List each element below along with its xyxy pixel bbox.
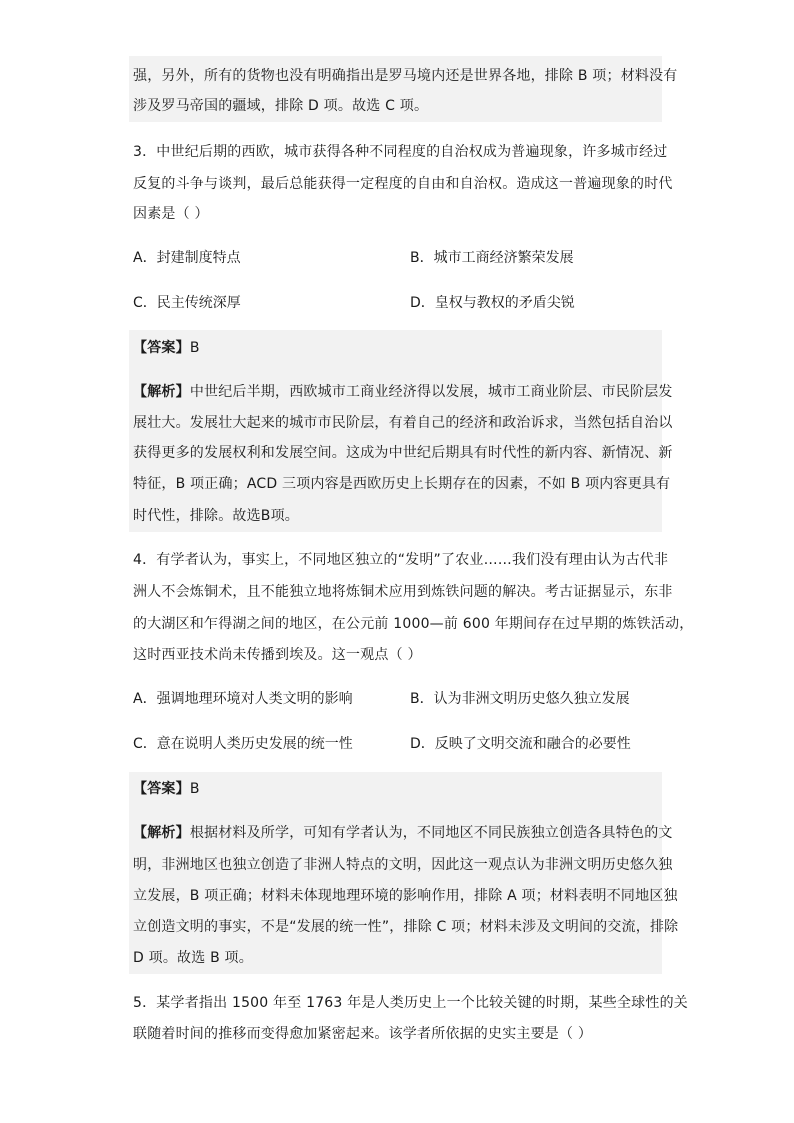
analysis-text: 根据材料及所学，可知有学者认为，不同地区不同民族独立创造各具特色的文	[189, 825, 673, 841]
question-4-stem-line: 这时西亚技术尚未传播到埃及。这一观点（ ）	[133, 647, 422, 663]
question-4-stem-line: 4．有学者认为，事实上，不同地区独立的“发明”了农业……我们没有理由认为古代非	[133, 552, 669, 568]
question-4-answer	[133, 779, 200, 799]
question-3-stem-line: 因素是（ ）	[133, 206, 209, 222]
question-4-analysis-line: D 项。故选 B 项。	[133, 950, 253, 966]
question-5-stem-line: 5．某学者指出 1500 年至 1763 年是人类历史上一个比较关键的时期，某些全球性的关	[133, 995, 688, 1011]
question-4-analysis-line	[133, 823, 673, 843]
question-3-option-b: B．城市工商经济繁荣发展	[410, 250, 574, 266]
question-3-analysis-line: 时代性，排除。故选B项。	[133, 508, 300, 524]
question-3-stem-line: 反复的斗争与谈判，最后总能获得一定程度的自由和自治权。造成这一普遍现象的时代	[133, 176, 673, 192]
previous-explanation-line: 强，另外，所有的货物也没有明确指出是罗马境内还是世界各地，排除 B 项；材料没有	[133, 68, 678, 84]
question-3-option-a: A．封建制度特点	[133, 250, 241, 266]
question-3-option-d: D．皇权与教权的矛盾尖锐	[410, 295, 575, 311]
question-4-stem-line: 的大湖区和乍得湖之间的地区，在公元前 1000—前 600 年期间存在过早期的炼铁活动，	[133, 616, 694, 632]
question-4-option-a: A．强调地理环境对人类文明的影响	[133, 691, 353, 707]
analysis-label: 【解析】	[133, 384, 190, 400]
question-3-option-c: C．民主传统深厚	[133, 295, 241, 311]
question-4-option-b: B．认为非洲文明历史悠久独立发展	[410, 691, 630, 707]
question-4-option-c: C．意在说明人类历史发展的统一性	[133, 736, 353, 752]
answer-value: B	[189, 340, 200, 356]
question-5-stem-line: 联随着时间的推移而变得愈加紧密起来。该学者所依据的史实主要是（ ）	[133, 1026, 593, 1042]
question-3-stem-line: 3．中世纪后期的西欧，城市获得各种不同程度的自治权成为普遍现象，许多城市经过	[133, 144, 668, 160]
question-3-analysis-line: 展壮大。发展壮大起来的城市市民阶层，有着自己的经济和政治诉求，当然包括自治以	[133, 415, 673, 431]
question-3-analysis-line	[133, 382, 673, 402]
answer-label: 【答案】	[133, 781, 190, 797]
question-4-stem-line: 洲人不会炼铜术，且不能独立地将炼铜术应用到炼铁问题的解决。考古证据显示，东非	[133, 584, 673, 600]
answer-value: B	[189, 781, 200, 797]
analysis-text: 中世纪后半期，西欧城市工商业经济得以发展，城市工商业阶层、市民阶层发	[189, 384, 673, 400]
question-4-option-d: D．反映了文明交流和融合的必要性	[410, 736, 631, 752]
answer-label: 【答案】	[133, 340, 190, 356]
previous-explanation-line: 涉及罗马帝国的疆域，排除 D 项。故选 C 项。	[133, 98, 429, 114]
analysis-label: 【解析】	[133, 825, 190, 841]
question-4-analysis-line: 明，非洲地区也独立创造了非洲人特点的文明，因此这一观点认为非洲文明历史悠久独	[133, 857, 673, 873]
question-3-analysis-line: 获得更多的发展权利和发展空间。这成为中世纪后期具有时代性的新内容、新情况、新	[133, 445, 673, 461]
question-3-analysis-line: 特征，B 项正确；ACD 三项内容是西欧历史上长期存在的因素，不如 B 项内容更具有	[133, 476, 671, 492]
question-3-answer	[133, 338, 200, 358]
question-4-analysis-line: 立创造文明的事实，不是“发展的统一性”，排除 C 项；材料未涉及文明间的交流，排除	[133, 919, 679, 935]
question-4-analysis-line: 立发展，B 项正确；材料未体现地理环境的影响作用，排除 A 项；材料表明不同地区独	[133, 888, 678, 904]
